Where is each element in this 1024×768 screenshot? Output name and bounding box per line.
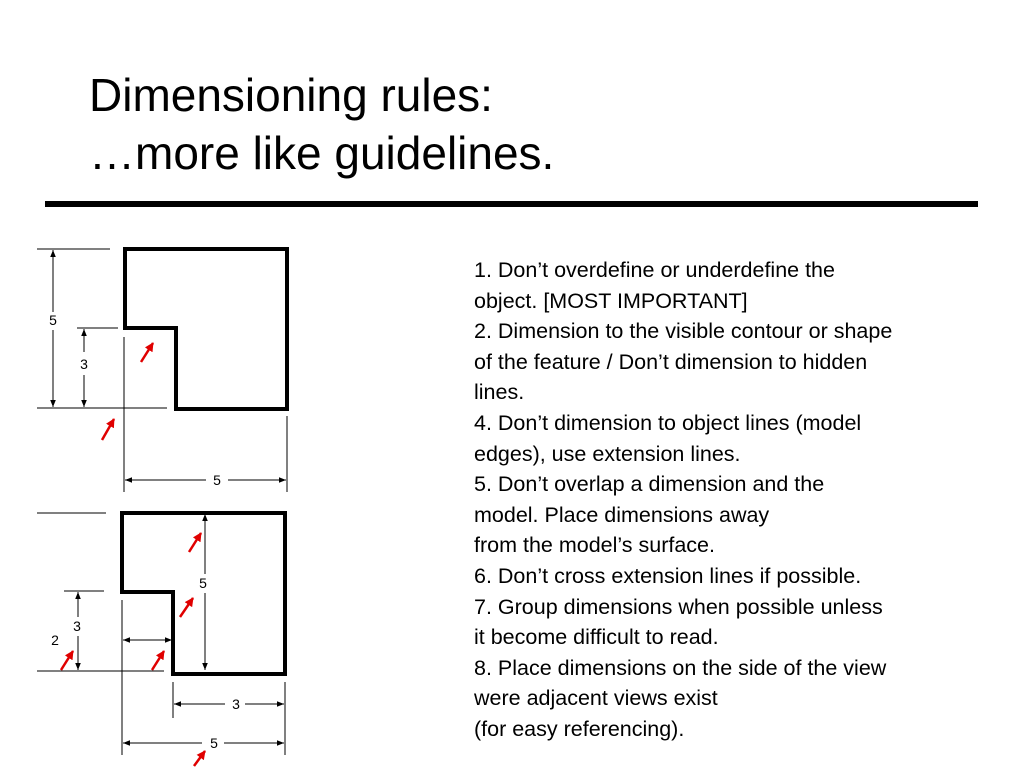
- title-line-1: Dimensioning rules:: [89, 69, 493, 121]
- rule-line: (for easy referencing).: [474, 716, 685, 741]
- rule-line: 5. Don’t overlap a dimension and the: [474, 472, 825, 497]
- dim-label-notch-width: 2: [51, 632, 59, 648]
- rule-line: 1. Don’t overdefine or underdefine the: [474, 258, 835, 282]
- dim-label-overall-height: 5: [49, 312, 57, 328]
- rule-line: were adjacent views exist: [474, 686, 718, 711]
- object-outline-bottom: [122, 513, 285, 674]
- red-pointer-arrow: [61, 651, 73, 670]
- rule-line: edges), use extension lines.: [474, 441, 741, 466]
- dim-label-height: 5: [199, 575, 207, 591]
- red-pointer-arrow: [141, 343, 153, 362]
- dim-label-notch-height: 3: [80, 356, 88, 372]
- rule-line: 8. Place dimensions on the side of the view: [474, 655, 887, 680]
- rule-line: lines.: [474, 380, 525, 405]
- dimensioning-diagrams: [0, 0, 470, 768]
- dim-label-overall-width: 5: [210, 735, 218, 751]
- diagram-bottom: [37, 513, 285, 766]
- dim-label-lower-width: 3: [232, 696, 240, 712]
- red-pointer-arrow: [152, 651, 164, 670]
- rule-line: it become difficult to read.: [474, 625, 719, 650]
- diagram-top: [37, 249, 287, 492]
- rule-line: 4. Don’t dimension to object lines (model: [474, 410, 862, 435]
- rule-line: 6. Don’t cross extension lines if possible.: [474, 563, 862, 588]
- rule-line: object. [MOST IMPORTANT]: [474, 288, 748, 313]
- object-outline-top: [125, 249, 287, 409]
- rule-line: from the model’s surface.: [474, 533, 715, 558]
- dim-label-overall-width: 5: [213, 472, 221, 488]
- rule-line: 7. Group dimensions when possible unless: [474, 594, 883, 619]
- rule-line: 2. Dimension to the visible contour or shape: [474, 319, 893, 344]
- dim-label-notch-height: 3: [73, 618, 81, 634]
- rule-line: model. Place dimensions away: [474, 502, 770, 527]
- title-line-2: …more like guidelines.: [89, 127, 555, 179]
- red-pointer-arrow: [102, 419, 114, 440]
- rule-line: of the feature / Don’t dimension to hidden: [474, 349, 868, 374]
- red-pointer-arrow: [189, 533, 201, 552]
- rules-list: [474, 255, 994, 745]
- red-pointer-arrow: [194, 751, 205, 766]
- red-pointer-arrow: [180, 598, 193, 617]
